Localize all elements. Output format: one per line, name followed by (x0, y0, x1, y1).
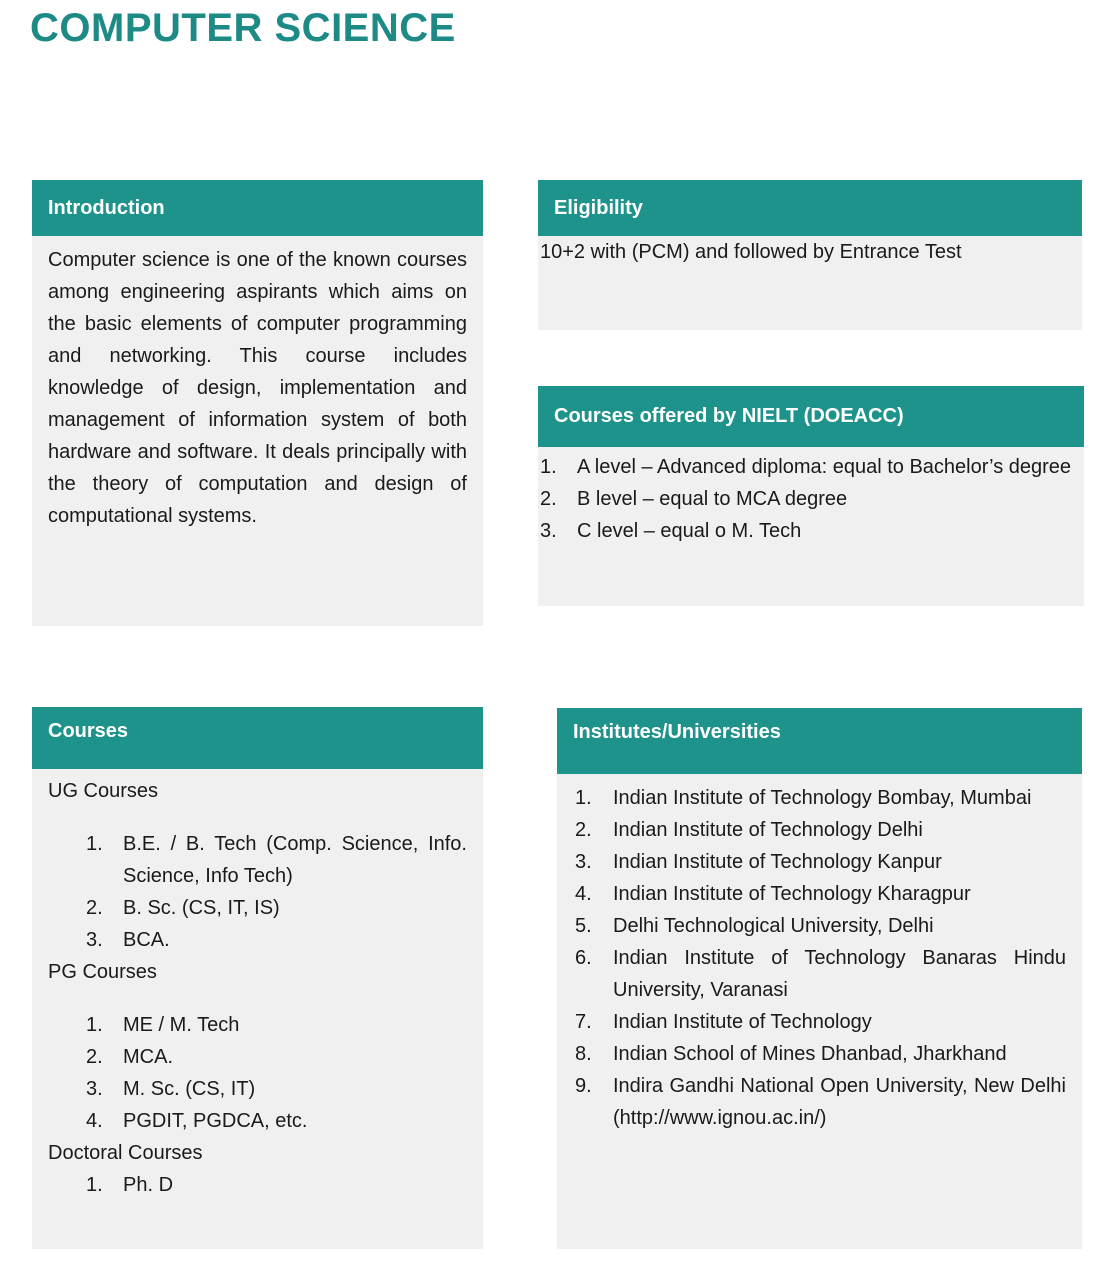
eligibility-text: 10+2 with (PCM) and followed by Entrance Test (540, 241, 962, 263)
introduction-card (32, 180, 483, 626)
list-number: 1. (86, 833, 103, 855)
list-item-text: M. Sc. (CS, IT) (123, 1078, 256, 1100)
list-item (575, 782, 1066, 814)
courses-card (32, 707, 483, 1249)
list-item-text: C level – equal o M. Tech (577, 520, 802, 542)
pg-courses-label: PG Courses (48, 961, 157, 983)
list-number: 1. (86, 1174, 103, 1196)
list-item-text: Indian Institute of Technology Banaras Hindu University, Varanasi (613, 947, 1066, 1001)
eligibility-header: Eligibility (538, 180, 1082, 236)
list-number: 5. (575, 915, 592, 937)
list-item-text: Indian Institute of Technology (613, 1011, 872, 1033)
page-title: COMPUTER SCIENCE (30, 6, 456, 50)
list-item-text: Indian Institute of Technology Kanpur (613, 851, 942, 873)
list-item-text: B level – equal to MCA degree (577, 488, 848, 510)
list-item-text: B.E. / B. Tech (Comp. Science, Info. Science, Info Tech) (123, 833, 467, 887)
list-item (86, 1041, 467, 1073)
list-item (86, 1009, 467, 1041)
list-number: 6. (575, 947, 592, 969)
list-number: 9. (575, 1075, 592, 1097)
courses-header: Courses (32, 707, 483, 769)
list-item (575, 942, 1066, 1006)
ug-courses-label: UG Courses (48, 780, 159, 802)
list-number: 1. (540, 456, 557, 478)
list-item-text: Indian Institute of Technology Kharagpur (613, 883, 971, 905)
doctoral-courses-list (86, 1169, 467, 1201)
list-item (86, 924, 467, 956)
list-item-text: Indira Gandhi National Open University, New Delhi (http://www.ignou.ac.in/) (613, 1075, 1066, 1129)
list-item (86, 1073, 467, 1105)
ug-courses-list (86, 828, 467, 956)
list-item-text: A level – Advanced diploma: equal to Bachelor’s degree (577, 456, 1072, 478)
list-item (575, 1070, 1066, 1134)
list-item (575, 910, 1066, 942)
list-number: 4. (575, 883, 592, 905)
introduction-header: Introduction (32, 180, 483, 236)
list-number: 4. (86, 1110, 103, 1132)
list-item (575, 814, 1066, 846)
pg-courses-list (86, 1009, 467, 1137)
list-item-text: PGDIT, PGDCA, etc. (123, 1110, 308, 1132)
list-number: 1. (86, 1014, 103, 1036)
list-number: 3. (86, 929, 103, 951)
list-item (575, 1006, 1066, 1038)
institutes-header: Institutes/Universities (557, 708, 1082, 774)
list-item-text: ME / M. Tech (123, 1014, 240, 1036)
list-number: 2. (86, 1046, 103, 1068)
list-item (86, 892, 467, 924)
list-number: 2. (540, 488, 557, 510)
list-number: 7. (575, 1011, 592, 1033)
list-number: 2. (86, 897, 103, 919)
list-item (575, 846, 1066, 878)
doctoral-courses-label: Doctoral Courses (48, 1142, 203, 1164)
list-item (86, 1105, 467, 1137)
list-number: 8. (575, 1043, 592, 1065)
list-item (86, 1169, 467, 1201)
institutes-list (575, 782, 1066, 1134)
list-item-text: BCA. (123, 929, 170, 951)
list-item (540, 451, 1084, 483)
list-item (86, 828, 467, 892)
list-item-text: Indian School of Mines Dhanbad, Jharkhand (613, 1043, 1007, 1065)
list-item-text: MCA. (123, 1046, 173, 1068)
nielt-header: Courses offered by NIELT (DOEACC) (538, 386, 1084, 447)
list-item-text: Indian Institute of Technology Bombay, Mumbai (613, 787, 1032, 809)
eligibility-card (538, 180, 1082, 330)
list-number: 3. (540, 520, 557, 542)
list-item (575, 1038, 1066, 1070)
list-number: 3. (86, 1078, 103, 1100)
list-item (540, 483, 1084, 515)
list-item (575, 878, 1066, 910)
list-item-text: B. Sc. (CS, IT, IS) (123, 897, 280, 919)
list-number: 1. (575, 787, 592, 809)
list-number: 3. (575, 851, 592, 873)
list-item (540, 515, 1084, 547)
introduction-text: Computer science is one of the known courses among engineering aspirants which aims on the basic elements of computer programming and networking. This course includes knowledge of design, implementation and management of information system of both hardware and software. It deals principally with the theory of computation and design of computational systems. (48, 249, 467, 527)
list-item-text: Ph. D (123, 1174, 174, 1196)
list-number: 2. (575, 819, 592, 841)
list-item-text: Delhi Technological University, Delhi (613, 915, 934, 937)
nielt-list (540, 451, 1084, 547)
institutes-card (557, 708, 1082, 1249)
nielt-card (538, 386, 1084, 606)
list-item-text: Indian Institute of Technology Delhi (613, 819, 923, 841)
